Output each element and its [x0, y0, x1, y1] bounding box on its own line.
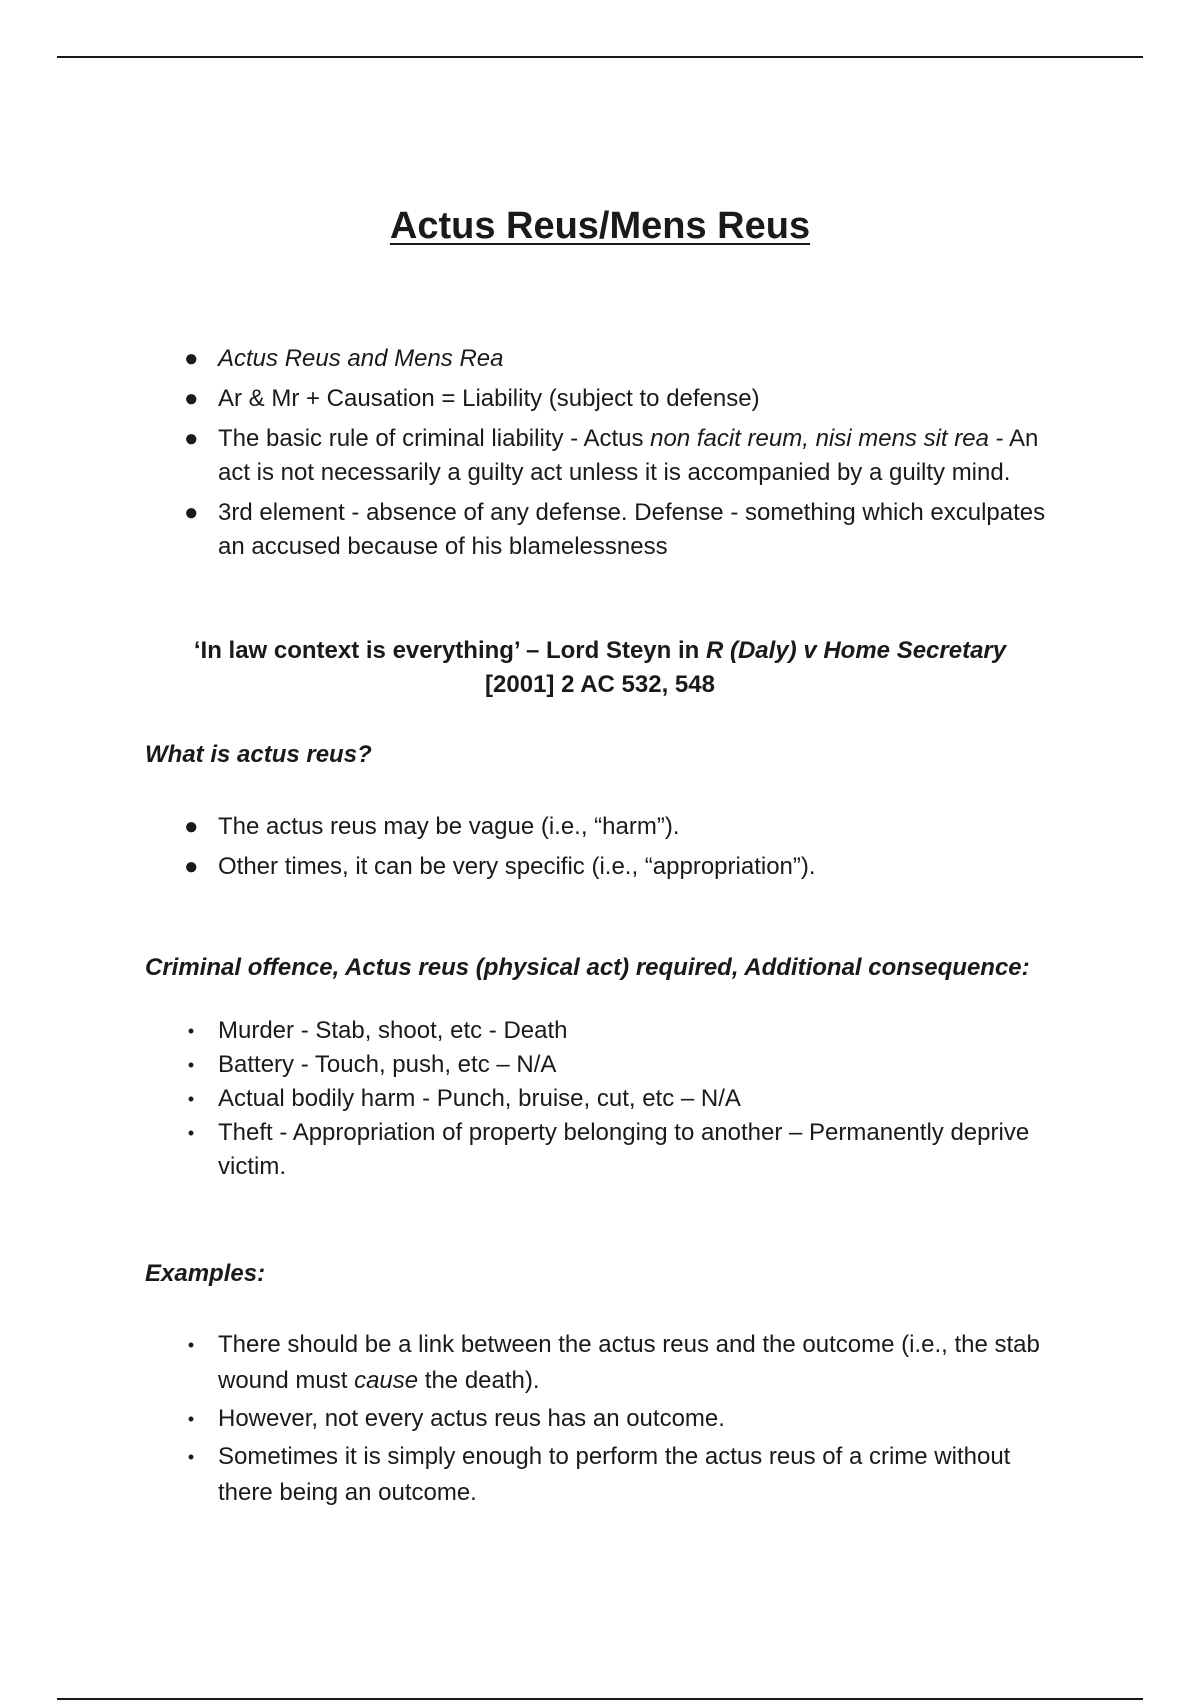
- offences-list: [176, 1014, 1056, 1184]
- bullet-icon: •: [187, 1335, 195, 1355]
- top-rule: [57, 56, 1143, 58]
- list-item: [176, 342, 1056, 376]
- list-item-text: Actus Reus and Mens Rea: [218, 345, 504, 372]
- examples-list: [176, 1327, 1056, 1511]
- list-item-text: Actual bodily harm - Punch, bruise, cut, etc – N/A: [218, 1085, 741, 1112]
- list-item-text: Theft - Appropriation of property belonging to another – Permanently deprive victim.: [218, 1119, 1030, 1180]
- list-item: [176, 1439, 1056, 1511]
- list-item-text: Murder - Stab, shoot, etc - Death: [218, 1017, 568, 1044]
- list-item-text: Ar & Mr + Causation = Liability (subject to defense): [218, 385, 760, 412]
- bullet-icon: •: [187, 1123, 195, 1143]
- bullet-icon: •: [187, 1055, 195, 1075]
- list-item: [176, 496, 1056, 564]
- list-item-text: The actus reus may be vague (i.e., “harm”).: [218, 813, 680, 840]
- bullet-icon: •: [187, 1089, 195, 1109]
- list-item-text: There should be a link between the actus reus and the outcome (i.e., the stab wound must: [218, 1331, 1040, 1394]
- quote-text: ‘In law context is everything’ – Lord Steyn in: [193, 637, 706, 664]
- actus-reus-list: [176, 810, 1056, 884]
- list-item: [176, 1014, 1056, 1048]
- list-item-text: Sometimes it is simply enough to perform the actus reus of a crime without there being an outcome.: [218, 1443, 1011, 1506]
- bullet-icon: ●: [184, 385, 199, 412]
- bullet-icon: •: [187, 1409, 195, 1429]
- section-heading-offences: Criminal offence, Actus reus (physical act) required, Additional consequence:: [145, 954, 1030, 981]
- quote-block: [100, 634, 1100, 702]
- list-item-text: However, not every actus reus has an outcome.: [218, 1405, 725, 1432]
- list-item-text: 3rd element - absence of any defense. Defense - something which exculpates an accused because of his blamelessness: [218, 499, 1046, 560]
- document-title: Actus Reus/Mens Reus: [389, 205, 811, 247]
- list-item-text: The basic rule of criminal liability - Actus: [218, 425, 651, 452]
- intro-list: [176, 342, 1056, 564]
- emphasis-text: cause: [354, 1367, 419, 1394]
- list-item: [176, 850, 1056, 884]
- list-item-text: Battery - Touch, push, etc – N/A: [218, 1051, 557, 1078]
- case-name: R (Daly) v Home Secretary: [705, 637, 1007, 664]
- list-item: [176, 1401, 1056, 1437]
- case-citation: [2001] 2 AC 532, 548: [485, 671, 715, 698]
- list-item-text: - An act is not necessarily a guilty act unless it is accompanied by a guilty mind.: [218, 425, 1039, 486]
- latin-maxim: non facit reum, nisi mens sit rea: [650, 425, 989, 452]
- bullet-icon: •: [187, 1021, 195, 1041]
- list-item: [176, 1048, 1056, 1082]
- section-heading-actus-reus: What is actus reus?: [145, 741, 372, 768]
- bullet-icon: ●: [184, 499, 199, 526]
- list-item-text: the death).: [418, 1367, 540, 1394]
- list-item: [176, 1116, 1056, 1184]
- list-item: [176, 422, 1056, 490]
- list-item: [176, 382, 1056, 416]
- bullet-icon: •: [187, 1447, 195, 1467]
- section-heading-examples: Examples:: [145, 1260, 266, 1287]
- bullet-icon: ●: [184, 345, 199, 372]
- list-item: [176, 810, 1056, 844]
- bullet-icon: ●: [184, 853, 199, 880]
- list-item-text: Other times, it can be very specific (i.e., “appropriation”).: [218, 853, 816, 880]
- list-item: [176, 1327, 1056, 1399]
- bullet-icon: ●: [184, 813, 199, 840]
- bullet-icon: ●: [184, 425, 199, 452]
- list-item: [176, 1082, 1056, 1116]
